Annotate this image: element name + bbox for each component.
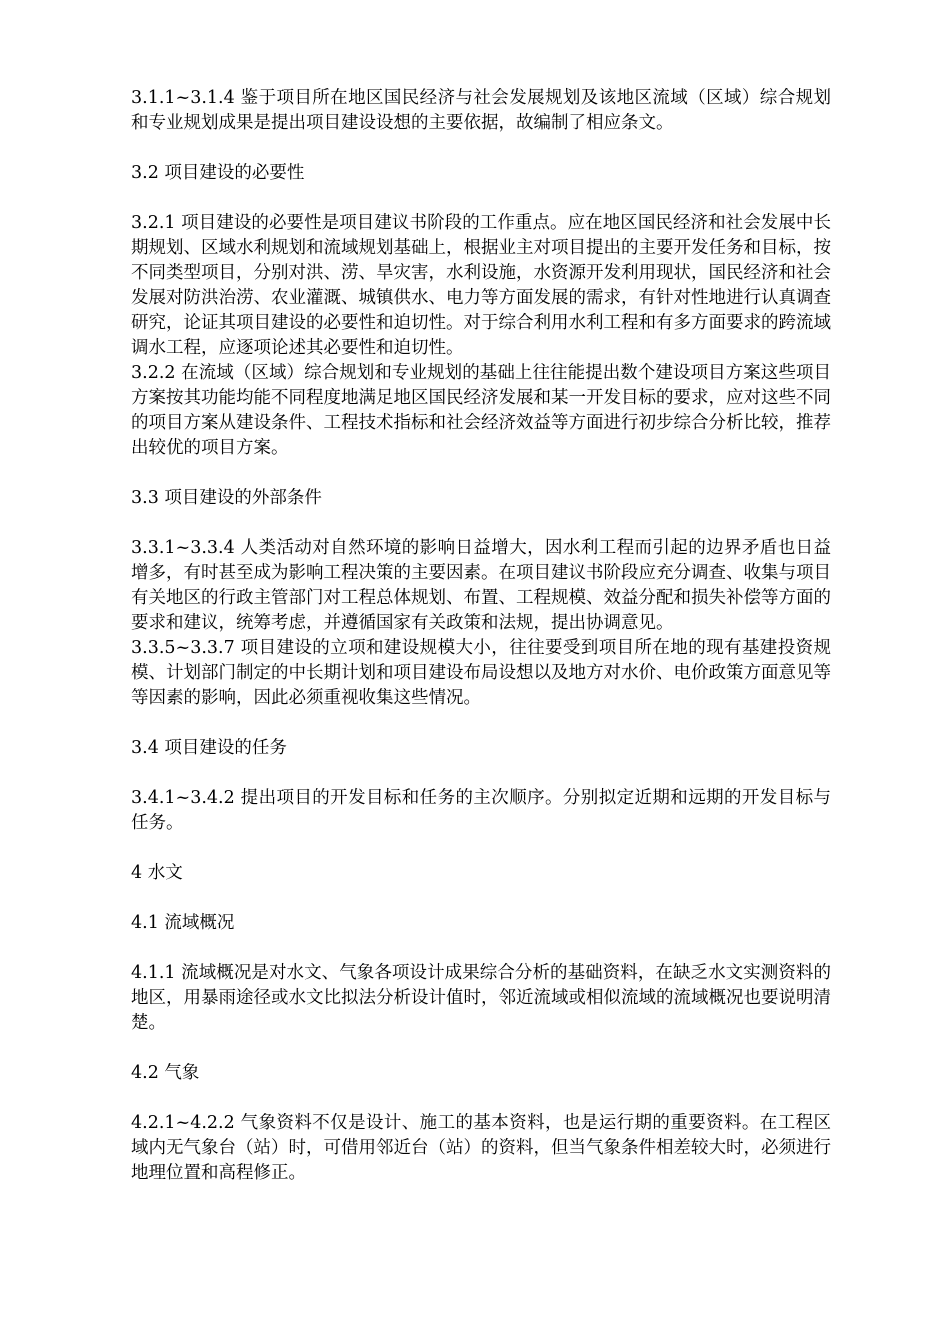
paragraph-gap: [131, 936, 831, 961]
paragraph-gap: [131, 711, 831, 736]
section-heading: 4 水文: [131, 863, 183, 883]
body-paragraph: 3.2.1 项目建设的必要性是项目建议书阶段的工作重点。应在地区国民经济和社会发展中长期规划、区域水利规划和流域规划基础上，根据业主对项目提出的主要开发任务和目标，按不同类型项目，分别对洪、涝、旱灾害，水利设施，水资源开发利用现状，国民经济和社会发展对防洪治涝、农业灌溉、城镇供水、电力等方面发展的需求，有针对性地进行认真调查研究，论证其项目建设的必要性和迫切性。对于综合利用水利工程和有多方面要求的跨流域调水工程，应逐项论述其必要性和迫切性。: [131, 213, 831, 358]
body-paragraph: 3.3.1~3.3.4 人类活动对自然环境的影响日益增大，因水利工程而引起的边界矛盾也日益增多，有时甚至成为影响工程决策的主要因素。在项目建议书阶段应充分调查、收集与项目有关地区的行政主管部门对工程总体规划、布置、工程规模、效益分配和损失补偿等方面的要求和建议，统筹考虑，并遵循国家有关政策和法规，提出协调意见。: [131, 538, 831, 633]
document-page: [131, 86, 831, 1186]
body-paragraph: 3.2.2 在流域（区域）综合规划和专业规划的基础上往往能提出数个建设项目方案这些项目方案按其功能均能不同程度地满足地区国民经济发展和某一开发目标的要求，应对这些不同的项目方案从建设条件、工程技术指标和社会经济效益等方面进行初步综合分析比较，推荐出较优的项目方案。: [131, 363, 831, 458]
paragraph-gap: [131, 836, 831, 861]
paragraph-gap: [131, 186, 831, 211]
body-paragraph: 4.2.1~4.2.2 气象资料不仅是设计、施工的基本资料，也是运行期的重要资料。在工程区域内无气象台（站）时，可借用邻近台（站）的资料，但当气象条件相差较大时，必须进行地理位置和高程修正。: [131, 1113, 831, 1183]
paragraph-gap: [131, 136, 831, 161]
body-paragraph: 3.3.5~3.3.7 项目建设的立项和建设规模大小，往往要受到项目所在地的现有基建投资规模、计划部门制定的中长期计划和项目建设布局设想以及地方对水价、电价政策方面意见等等因素的影响，因此必须重视收集这些情况。: [131, 638, 831, 708]
body-paragraph: 4.1.1 流域概况是对水文、气象各项设计成果综合分析的基础资料，在缺乏水文实测资料的地区，用暴雨途径或水文比拟法分析设计值时，邻近流域或相似流域的流域概况也要说明清楚。: [131, 963, 831, 1033]
section-heading: 4.1 流域概况: [131, 913, 235, 933]
body-paragraph: 3.1.1~3.1.4 鉴于项目所在地区国民经济与社会发展规划及该地区流域（区域）综合规划和专业规划成果是提出项目建设设想的主要依据，故编制了相应条文。: [131, 88, 831, 133]
section-heading: 3.2 项目建设的必要性: [131, 163, 305, 183]
section-heading: 4.2 气象: [131, 1063, 200, 1083]
body-paragraph: 3.4.1~3.4.2 提出项目的开发目标和任务的主次顺序。分别拟定近期和远期的开发目标与任务。: [131, 788, 831, 833]
paragraph-gap: [131, 511, 831, 536]
section-heading: 3.4 项目建设的任务: [131, 738, 287, 758]
section-heading: 3.3 项目建设的外部条件: [131, 488, 322, 508]
paragraph-gap: [131, 461, 831, 486]
paragraph-gap: [131, 1086, 831, 1111]
paragraph-gap: [131, 886, 831, 911]
paragraph-gap: [131, 761, 831, 786]
paragraph-gap: [131, 1036, 831, 1061]
